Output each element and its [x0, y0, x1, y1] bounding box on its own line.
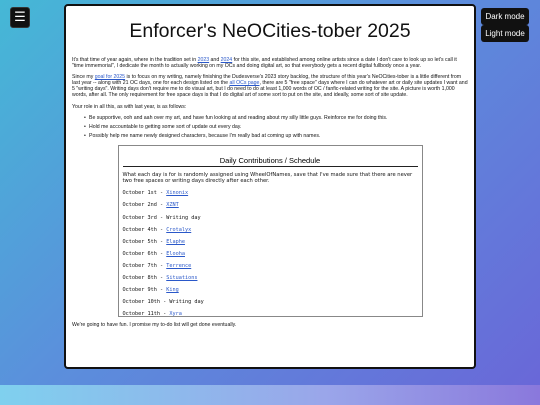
schedule-separator: - [156, 287, 167, 294]
menu-icon[interactable]: ☰ [10, 7, 30, 28]
oc-link[interactable]: Situations [166, 275, 198, 281]
schedule-date: October 3rd [122, 214, 157, 221]
schedule-row [123, 190, 418, 196]
schedule-row [123, 311, 418, 317]
list-item: • Possibly help me name newly designed characters, because I'm really bad at coming up with names. [84, 133, 468, 139]
schedule-separator: - [156, 250, 167, 257]
oc-link[interactable]: Crotalyx [166, 226, 192, 233]
intro-text: for this site, and established among online artists since a date I don't care to look up so let's call it "time immemorial", I dedicate the month to actually working on my OCs and doing digital art, so that everybody gets a recent digital fullbody once a year. [72, 57, 457, 70]
schedule-date: October 5th [122, 238, 157, 245]
schedule-activity: Writing day [169, 299, 204, 306]
structure-text: Since my [72, 74, 95, 81]
schedule-row [123, 227, 418, 233]
schedule-date: October 9th [122, 287, 157, 294]
schedule-separator: - [156, 202, 167, 209]
light-mode-button[interactable]: Light mode [481, 25, 529, 42]
oc-link[interactable]: Terrence [166, 262, 192, 269]
oc-link[interactable]: Xinonix [166, 190, 189, 197]
schedule-date: October 6th [122, 250, 157, 257]
all-ocs-link[interactable]: all OCs page [229, 80, 260, 87]
oc-link[interactable]: XZNT [166, 202, 179, 209]
schedule-separator: - [156, 226, 167, 233]
schedule-separator: - [159, 299, 170, 306]
schedule-row [123, 202, 418, 208]
role-list [84, 115, 468, 139]
main-content [64, 4, 476, 369]
oc-link[interactable]: Elaphe [166, 238, 185, 245]
structure-text: is to focus on my writing, namely finishing the Dudesverse's 2023 story backlog, the structure of this year's NeOCities-tober is a little different from last year -- along with 21 OC days, one for each design listed on the [72, 74, 462, 87]
closing-paragraph: We're going to have fun. I promise my to-do list will get done eventually. [72, 321, 237, 328]
structure-paragraph [72, 74, 468, 98]
schedule-row [123, 287, 418, 293]
schedule-day-list [123, 190, 418, 317]
oc-link[interactable]: Xyra [169, 311, 182, 317]
schedule-row [123, 251, 418, 257]
schedule-row [123, 275, 418, 281]
background-band [0, 385, 540, 405]
schedule-separator: - [156, 238, 167, 245]
schedule-box[interactable] [118, 145, 423, 317]
intro-text: and [209, 57, 221, 63]
schedule-row [123, 263, 418, 269]
link-2024[interactable]: 2024 [220, 57, 233, 63]
schedule-row [123, 239, 418, 245]
schedule-separator: - [156, 275, 167, 281]
schedule-separator: - [156, 190, 167, 197]
schedule-date: October 1st [122, 190, 157, 197]
schedule-date: October 2nd [122, 202, 157, 209]
list-item: • Be supportive, ooh and aah over my art, and have fun looking at and reading about my silly little guys. Reinforce me for doing this. [84, 115, 468, 121]
dark-mode-button[interactable]: Dark mode [481, 8, 529, 25]
role-paragraph: Your role in all this, as with last year, is as follows: [72, 103, 187, 110]
oc-link[interactable]: King [166, 287, 179, 294]
schedule-date: October 7th [122, 262, 157, 269]
schedule-activity: Writing day [166, 214, 201, 221]
schedule-row [123, 299, 418, 305]
structure-text: , there are 5 "free space" days where I can do whatever art or daily site updates I want and 5 "writing days". Writing days don't require me to do visual art, but I do need to do at least 1,000 words of OC / fanfic-related writing for the site. A picture is worth 1,000 words, after all. The only requirement for free space days is that I do digital art of some sort to put on the site, and ideally, some sort of site update. [72, 80, 468, 99]
oc-link[interactable]: Elooha [166, 250, 185, 257]
list-item: • Hold me accountable to getting some sort of update out every day. [84, 124, 468, 130]
schedule-separator: - [159, 311, 170, 317]
intro-text: It's that time of year again, where in the tradition set in [72, 57, 198, 63]
schedule-date: October 4th [122, 226, 157, 233]
schedule-separator: - [156, 262, 167, 269]
schedule-date: October 11th [122, 311, 160, 317]
intro-paragraph [72, 57, 468, 69]
page-title: Enforcer's NeOCities-tober 2025 [129, 20, 411, 42]
link-2023[interactable]: 2023 [197, 57, 210, 63]
schedule-date: October 8th [122, 275, 157, 281]
schedule-row [123, 215, 418, 221]
schedule-note: What each day is for is randomly assigned using WheelOfNames, save that I've made sure that there are never two free spaces or writing days directly after each other. [122, 171, 413, 185]
goal-2025-link[interactable]: goal for 2025 [94, 74, 126, 81]
schedule-title: Daily Contributions / Schedule [123, 156, 418, 167]
schedule-separator: - [156, 214, 167, 221]
schedule-date: October 10th [122, 299, 160, 306]
